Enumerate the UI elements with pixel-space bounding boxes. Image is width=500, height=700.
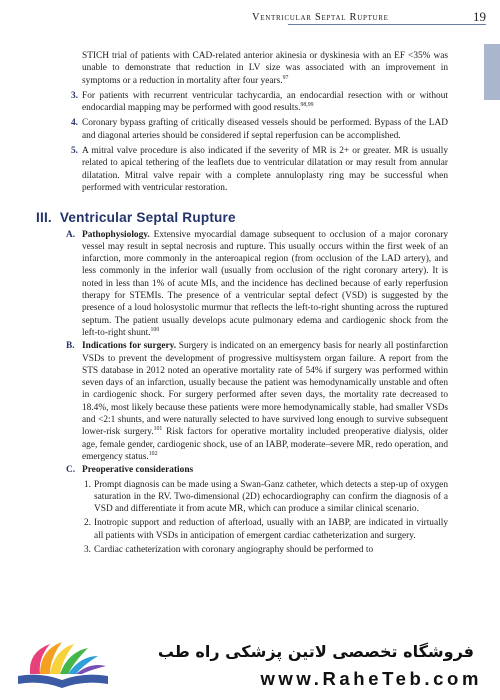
subsection-b — [0, 340, 500, 463]
sublist-item-3 — [0, 544, 500, 556]
citation: 102 — [148, 450, 158, 457]
list-item-text: A mitral valve procedure is also indicated if the severity of MR is 2+ or greater. MR is usually related to apical tethering of the leaflets due to ventricular dilatation or may result from annular dilatation. Mitral valve repair with a complete annuloplasty ring may be successful when performed with ventricular restoration. — [82, 146, 448, 193]
subsection-heading: Preoperative considerations — [82, 465, 194, 476]
citation: 97 — [282, 74, 289, 81]
subsection-text-continued: Risk factors for operative mortality included preoperative dialysis, older age, female gender, cardiogenic shock, use of an IABP, moderate–severe MR, redo operation, and emergency status. — [82, 427, 448, 462]
list-number: 4. — [71, 118, 79, 129]
book-logo-icon — [10, 638, 120, 696]
sublist-number: 2. — [84, 518, 92, 529]
list-item-3 — [0, 90, 500, 115]
page-number: 19 — [473, 9, 486, 24]
list-item-5 — [0, 145, 500, 194]
list-number: 3. — [71, 90, 79, 101]
sublist-item-2 — [0, 517, 500, 542]
intro-paragraph — [0, 50, 500, 87]
sublist-number: 1. — [84, 479, 92, 490]
sublist-number: 3. — [84, 544, 92, 555]
subsection-text: Surgery is indicated on an emergency basis for nearly all postinfarction VSDs to prevent the development of progressive multisystem organ failure. A report from the STS database in 2012 noted an operative mortality rate of 54% if surgery was performed within seven days of an infarction, usually because the patient was hemodynamically unstable and often in cardiogenic shock. For surgery performed after seven days, the mortality rate decreased to 18.4%, most likely because these patients were more hemodynamically stable, had smaller VSDs and <2:1 shunts, and were naturally selected to have survived long enough to survive subsequent lower-risk surgery. — [82, 341, 448, 438]
sublist-item-text: Inotropic support and reduction of afterload, usually with an IABP, are indicated in virtually all patients with VSDs in anticipation of emergent cardiac catheterization and surgery. — [94, 518, 448, 541]
subsection-letter: B. — [66, 341, 75, 352]
subsection-text: Extensive myocardial damage subsequent to occlusion of a major coronary vessel may result in septal necrosis and rupture. This usually occurs within the first week of an infarction, more commonly in the anteroapical region (from occlusion of the LAD artery), and less commonly in the inferior wall (usually from occlusion of the right coronary artery). It is noted in less than 1% of acute MIs, and the incidence has declined because of early reperfusion therapy for STEMIs. The presence of a ventricular septal defect (VSD) is suggested by the presence of a loud holosystolic murmur that reflects the left-to-right shunting across the ruptured septum. The patient usually develops acute pulmonary edema and cardiogenic shock from the left-to-right shunt. — [82, 229, 449, 338]
list-item-text: For patients with recurrent ventricular tachycardia, an endocardial resection with or without endocardial mapping may be performed with good results. — [82, 90, 448, 114]
footer-url: www.RaheTeb.com — [260, 668, 482, 689]
section-number: III. — [36, 210, 52, 226]
watermark-footer — [0, 632, 500, 700]
sublist-item-text: Cardiac catheterization with coronary angiography should be performed to — [94, 544, 374, 555]
list-number: 5. — [71, 146, 79, 157]
citation: 98,99 — [300, 102, 314, 109]
intro-text: STICH trial of patients with CAD-related anterior akinesia or dyskinesia with an EF <35% was unable to demonstrate that reduction in LV size was associated with an improvement in symptoms or a reduction in mortality after four years. — [82, 51, 448, 86]
subsection-letter: C. — [66, 465, 76, 476]
sublist-item-text: Prompt diagnosis can be made using a Swan-Ganz catheter, which detects a step-up of oxygen saturation in the RV. Two-dimensional (2D) echocardiography can confirm the diagnosis of a VSD and differentiate it from acute MR, which can produce a similar clinical scenario. — [94, 479, 448, 515]
sublist-item-1 — [0, 479, 500, 516]
citation: 100 — [150, 326, 160, 333]
running-title: Ventricular Septal Rupture — [252, 12, 389, 23]
subsection-a — [0, 229, 500, 340]
subsection-letter: A. — [66, 229, 76, 240]
section-heading — [36, 212, 500, 224]
subsection-heading: Indications for surgery. — [82, 341, 177, 352]
citation: 101 — [153, 426, 163, 433]
subsection-c — [0, 464, 500, 476]
page-body — [0, 50, 500, 556]
subsection-heading: Pathophysiology. — [82, 229, 150, 240]
list-item-4 — [0, 117, 500, 142]
header-rule — [288, 24, 486, 25]
footer-persian-text: فروشگاه تخصصی لاتین پزشکی راه طب — [157, 642, 474, 661]
section-title: Ventricular Septal Rupture — [59, 210, 236, 226]
list-item-text: Coronary bypass grafting of critically diseased vessels should be performed. Bypass of the LAD and diagonal arteries should be considered if septal reperfusion can be accomplished. — [82, 118, 448, 141]
